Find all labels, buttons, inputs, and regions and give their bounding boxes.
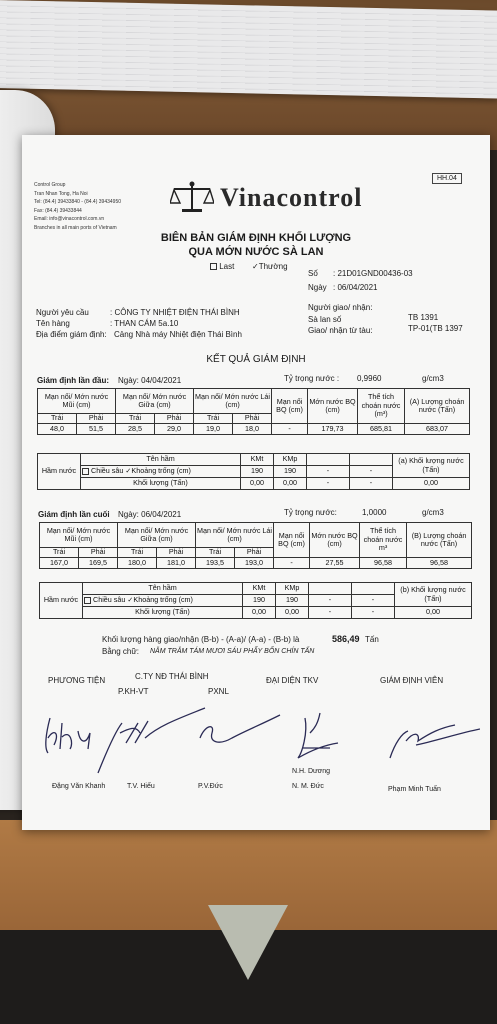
value-cell: 28,5 — [116, 424, 155, 435]
value-cell: 683,07 — [405, 424, 470, 435]
first-survey-date: Ngày: 04/04/2021 — [118, 376, 182, 385]
chieu-sau-row — [83, 595, 243, 607]
ngay-label: Ngày — [308, 283, 327, 292]
col-header-mui: Mạn nổi/ Mớn nước Mũi (cm) — [40, 523, 118, 548]
sig-header-phuong-tien: PHƯƠNG TIỆN — [48, 676, 106, 685]
sig-name-pvduc: P.V.Đức — [198, 783, 223, 790]
sig-name-duong: N.H. Dương — [292, 768, 331, 775]
value-cell: - — [309, 595, 352, 607]
sig-header-cty: C.TY NĐ THÁI BÌNH — [135, 672, 209, 681]
value-cell: 96,58 — [360, 558, 407, 569]
value-cell: 190 — [276, 595, 309, 607]
value-cell: - — [352, 607, 395, 619]
company-logo-text: Vinacontrol — [220, 183, 363, 212]
khoang-trong-label: Khoảng trống (cm) — [131, 466, 191, 476]
col-header-mui: Mạn nổi/ Mớn nước Mũi (cm) — [38, 389, 116, 414]
value-cell: - — [352, 595, 395, 607]
sig-header-pxnl: PXNL — [208, 687, 229, 696]
giao-nhan-label: Giao/ nhận từ tàu: — [308, 326, 373, 335]
ten-ham-label: Tên hầm — [81, 454, 241, 466]
col-header-giua: Mạn nổi/ Mớn nước Giữa (cm) — [116, 389, 194, 414]
value-cell: 48,0 — [38, 424, 77, 435]
col-header-man-noi-bq: Mạn nổi BQ (cm) — [272, 389, 308, 424]
paper-corner — [208, 905, 288, 980]
giao-nhan-value: TP-01(TB 1397 — [408, 324, 463, 333]
value-cell: 181,0 — [157, 558, 196, 569]
sub-phai: Phải — [233, 414, 272, 424]
sa-lan-value: TB 1391 — [408, 313, 439, 322]
sub-phai: Phải — [77, 414, 116, 424]
first-ballast-table — [37, 453, 470, 490]
option-last-label: Last — [219, 262, 235, 271]
value-cell: 193,5 — [196, 558, 235, 569]
value-cell: 18,0 — [233, 424, 272, 435]
sub-trai: Trái — [196, 548, 235, 558]
value-cell: - — [350, 466, 393, 478]
option-last — [210, 262, 234, 271]
address-line: Tran Nhan Tong, Ha Noi — [34, 190, 88, 197]
address-line: Tel: (84.4) 39433840 - (84.4) 39434950 — [34, 199, 122, 206]
col-header-lai: Mạn nổi/ Mớn nước Lái (cm) — [194, 389, 272, 414]
check-mark-icon: ✓ — [125, 466, 132, 476]
nguoi-yeu-cau-value: : CÔNG TY NHIỆT ĐIỆN THÁI BÌNH — [110, 308, 240, 317]
kmt-label: KMt — [241, 454, 274, 466]
value-cell: 190 — [241, 466, 274, 478]
checkbox-empty-icon — [210, 263, 217, 270]
last-density-value: 1,0000 — [362, 508, 387, 517]
last-density-label: Tỷ trọng nước: — [284, 508, 337, 517]
words-value: NĂM TRĂM TÁM MƯƠI SÁU PHẨY BỐN CHÍN TẤN — [150, 648, 315, 655]
ten-ham-label: Tên hầm — [83, 583, 243, 595]
ham-nuoc-label: Hầm nước — [40, 583, 83, 619]
sig-name-nmduc: N. M. Đức — [292, 783, 324, 790]
sig-header-dai-dien: ĐẠI DIỆN TKV — [266, 676, 319, 685]
dia-diem-label: Địa điểm giám định: — [36, 330, 107, 339]
value-cell: 193,0 — [235, 558, 274, 569]
chieu-sau-label: Chiều sâu — [93, 595, 126, 605]
address-line: Control Group — [34, 182, 66, 188]
kmp-label: KMp — [274, 454, 307, 466]
col-header-mon-nuoc-bq: Mớn nước BQ (cm) — [310, 523, 360, 558]
sub-phai: Phải — [79, 548, 118, 558]
first-draft-table — [37, 388, 470, 435]
last-survey-date: Ngày: 06/04/2021 — [118, 510, 182, 519]
sub-trai: Trái — [194, 414, 233, 424]
kmp-label: KMp — [276, 583, 309, 595]
address-line: Branches in all main ports of Vietnam — [34, 224, 117, 231]
summary-unit: Tấn — [365, 635, 379, 644]
first-density-label: Tỷ trọng nước : — [284, 374, 340, 383]
value-cell: 0,00 — [243, 607, 276, 619]
sig-header-giam-dinh-vien: GIÁM ĐỊNH VIÊN — [380, 676, 444, 685]
nguoi-yeu-cau-label: Người yêu cầu — [36, 308, 89, 317]
khoi-luong-label: Khối lượng (Tấn) — [83, 607, 243, 619]
col-header-luong-choan: (A) Lượng choán nước (Tấn) — [405, 389, 470, 424]
value-cell: - — [309, 607, 352, 619]
col-header-the-tich: Thể tích choán nước (m³) — [358, 389, 405, 424]
khoi-luong-nuoc-value: 0,00 — [393, 478, 470, 490]
sub-trai: Trái — [116, 414, 155, 424]
first-density-value: 0,9960 — [357, 374, 382, 383]
value-cell: 96,58 — [407, 558, 472, 569]
so-value: : 21D01GND00436-03 — [333, 269, 413, 278]
value-cell: 190 — [274, 466, 307, 478]
option-normal-label: Thường — [258, 262, 288, 271]
kmt-label: KMt — [243, 583, 276, 595]
sub-phai: Phải — [155, 414, 194, 424]
company-address — [34, 181, 121, 233]
option-normal — [252, 262, 288, 271]
ten-hang-label: Tên hàng — [36, 319, 70, 328]
dia-diem-value: Cảng Nhà máy Nhiệt điện Thái Bình — [114, 330, 242, 339]
sig-name-khanh: Đặng Văn Khanh — [52, 783, 106, 790]
value-cell: 169,5 — [79, 558, 118, 569]
value-cell: 167,0 — [40, 558, 79, 569]
col-header-luong-choan: (B) Lượng choán nước (Tấn) — [407, 523, 472, 558]
ham-nuoc-label: Hầm nước — [38, 454, 81, 490]
value-cell: - — [350, 478, 393, 490]
col-header-the-tich: Thể tích choán nước m³ — [360, 523, 407, 558]
sub-phai: Phải — [157, 548, 196, 558]
value-cell: 0,00 — [276, 607, 309, 619]
value-cell: 0,00 — [241, 478, 274, 490]
value-cell: 190 — [243, 595, 276, 607]
sub-trai: Trái — [38, 414, 77, 424]
nguoi-giao-label: Người giao/ nhận: — [308, 303, 373, 312]
khoi-luong-nuoc-label: (a) Khối lượng nước (Tấn) — [393, 454, 470, 478]
value-cell: 29,0 — [155, 424, 194, 435]
result-title: KẾT QUẢ GIÁM ĐỊNH — [206, 354, 306, 365]
last-draft-table — [39, 522, 472, 569]
col-header-lai: Mạn nổi/ Mớn nước Lái (cm) — [196, 523, 274, 548]
first-density-unit: g/cm3 — [422, 374, 444, 383]
sig-name-tuan: Phạm Minh Tuấn — [388, 786, 441, 793]
sa-lan-label: Sà lan số — [308, 315, 342, 324]
col-header-man-noi-bq: Mạn nổi BQ (cm) — [274, 523, 310, 558]
last-survey-label: Giám định lần cuối — [38, 510, 110, 519]
col-header-mon-nuoc-bq: Mớn nước BQ (cm) — [308, 389, 358, 424]
last-density-unit: g/cm3 — [422, 508, 444, 517]
ngay-value: : 06/04/2021 — [333, 283, 378, 292]
chieu-sau-label: Chiều sâu — [91, 466, 124, 476]
summary-value: 586,49 — [332, 634, 360, 644]
last-ballast-table — [39, 582, 472, 619]
sig-name-hieu: T.V. Hiếu — [127, 783, 155, 790]
value-cell: - — [274, 558, 310, 569]
value-cell: 180,0 — [118, 558, 157, 569]
doc-title-line1: BIÊN BẢN GIÁM ĐỊNH KHỐI LƯỢNG — [160, 232, 352, 244]
doc-title-line2: QUA MỚN NƯỚC SÀ LAN — [188, 246, 324, 258]
scale-logo-icon — [170, 181, 214, 215]
value-cell: 0,00 — [274, 478, 307, 490]
address-line: Email: info@vinacontrol.com.vn — [34, 216, 105, 223]
khoi-luong-label: Khối lượng (Tấn) — [81, 478, 241, 490]
checkbox-empty-icon — [84, 597, 91, 604]
summary-label: Khối lượng hàng giao/nhận (B-b) - (A-a)/ (A-a) - (B-b) là — [102, 635, 300, 644]
sub-trai: Trái — [40, 548, 79, 558]
col-header-giua: Mạn nổi/ Mớn nước Giữa (cm) — [118, 523, 196, 548]
sig-header-pkh: P.KH-VT — [118, 687, 149, 696]
value-cell: 685,81 — [358, 424, 405, 435]
value-cell: - — [307, 478, 350, 490]
handwritten-signatures — [40, 703, 480, 783]
sub-phai: Phải — [235, 548, 274, 558]
first-survey-label: Giám định lần đầu: — [37, 376, 110, 385]
so-label: Số — [308, 269, 318, 278]
form-code: HH.04 — [432, 173, 462, 184]
value-cell: - — [307, 466, 350, 478]
value-cell: 19,0 — [194, 424, 233, 435]
chieu-sau-row — [81, 466, 241, 478]
ten-hang-value: : THAN CÁM 5a.10 — [110, 319, 179, 328]
sub-trai: Trái — [118, 548, 157, 558]
address-line: Fax: (84.4) 39433844 — [34, 207, 82, 214]
value-cell: - — [272, 424, 308, 435]
document-page — [22, 135, 490, 830]
value-cell: 179,73 — [308, 424, 358, 435]
value-cell: 27,55 — [310, 558, 360, 569]
khoi-luong-nuoc-label: (b) Khối lượng nước (Tấn) — [395, 583, 472, 607]
check-mark-icon: ✓ — [127, 595, 134, 605]
value-cell: 51,5 — [77, 424, 116, 435]
words-label: Bằng chữ: — [102, 647, 139, 656]
checkbox-empty-icon — [82, 468, 89, 475]
paper-stack — [0, 0, 497, 99]
khoang-trong-label: Khoảng trống (cm) — [133, 595, 193, 605]
khoi-luong-nuoc-value: 0,00 — [395, 607, 472, 619]
check-mark-icon: ✓ — [252, 262, 259, 271]
